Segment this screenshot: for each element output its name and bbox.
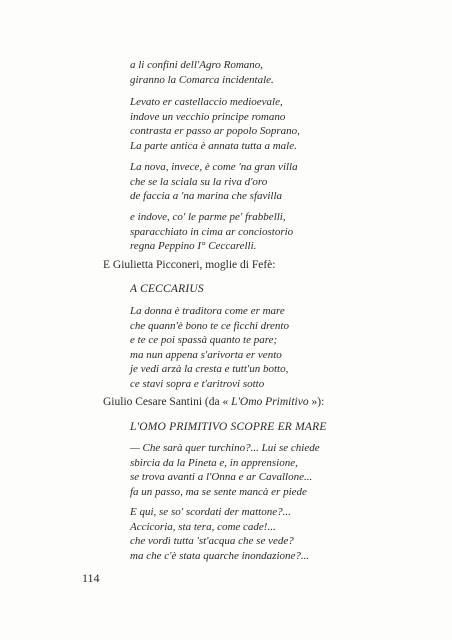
poem-title: L'OMO PRIMITIVO SCOPRE ER MARE — [130, 421, 327, 433]
intro-giulietta: E Giulietta Picconeri, moglie di Fefè: — [103, 259, 276, 271]
stanza-3 — [130, 160, 298, 204]
verse-line: ce stavi sopra e t'aritrovi sotto — [130, 377, 265, 390]
verse-line: La parte antica è annata tutta a male. — [130, 139, 297, 152]
verse-line: ma che c'è stata quarche inondazione?... — [130, 549, 310, 562]
poem-omo-stanza-1 — [130, 441, 320, 499]
verse-line: E qui, se so' scordati der mattone?... — [130, 506, 291, 518]
verse-line: je vedi arzà la cresta e tutt'un botto, — [130, 363, 289, 375]
verse-line: Accicoria, sta tera, come cade!... — [130, 520, 276, 533]
verse-line: sparacchiato in cima ar conciostorio — [130, 225, 294, 238]
stanza-2 — [130, 95, 300, 153]
stanza-4 — [130, 210, 293, 254]
intro-santini — [103, 396, 324, 408]
verse-line: — Che sarà quer turchino?... Lui se chiede — [130, 442, 320, 454]
verse-line: che vordì tutta 'st'acqua che se vede? — [130, 535, 294, 547]
intro-text: Giulio Cesare Santini (da « — [103, 396, 232, 408]
stanza-1 — [130, 58, 274, 87]
verse-line: giranno la Comarca incidentale. — [130, 73, 274, 86]
verse-line: La donna è traditora come er mare — [130, 305, 285, 317]
verse-line: che quann'è bono te ce ficchi drento — [130, 319, 289, 332]
verse-line: fa un passo, ma se sente mancà er piede — [130, 485, 307, 498]
verse-line: che se la sciala su la riva d'oro — [130, 175, 268, 188]
intro-text: »): — [308, 396, 325, 408]
page-number: 114 — [82, 571, 100, 585]
poem-a-ceccarius — [130, 304, 289, 391]
verse-line: e indove, co' le parme pe' frabbelli, — [130, 211, 286, 223]
verse-line: La nova, invece, è come 'na gran villa — [130, 161, 298, 173]
verse-line: contrasta er passo ar popolo Soprano, — [130, 125, 300, 137]
verse-line: regna Peppino I° Ceccarelli. — [130, 240, 257, 252]
verse-line: Levato er castellaccio medioevale, — [130, 96, 283, 108]
verse-line: sbircia da la Pineta e, in apprensione, — [130, 456, 298, 469]
poem-omo-stanza-2 — [130, 505, 309, 563]
poem-title: A CECCARIUS — [130, 283, 204, 295]
verse-line: indove un vecchio principe romano — [130, 110, 286, 123]
verse-line: e te ce poi spassà quanto te pare; — [130, 334, 278, 346]
verse-line: ma nun appena s'arivorta er vento — [130, 348, 282, 361]
verse-line: de faccia a 'na marina che sfavilla — [130, 190, 283, 202]
verse-line: a li confini dell'Agro Romano, — [130, 59, 264, 71]
verse-line: se trova avanti a l'Onna e ar Cavallone... — [130, 471, 313, 483]
intro-work-title: L'Omo Primitivo — [231, 396, 309, 408]
